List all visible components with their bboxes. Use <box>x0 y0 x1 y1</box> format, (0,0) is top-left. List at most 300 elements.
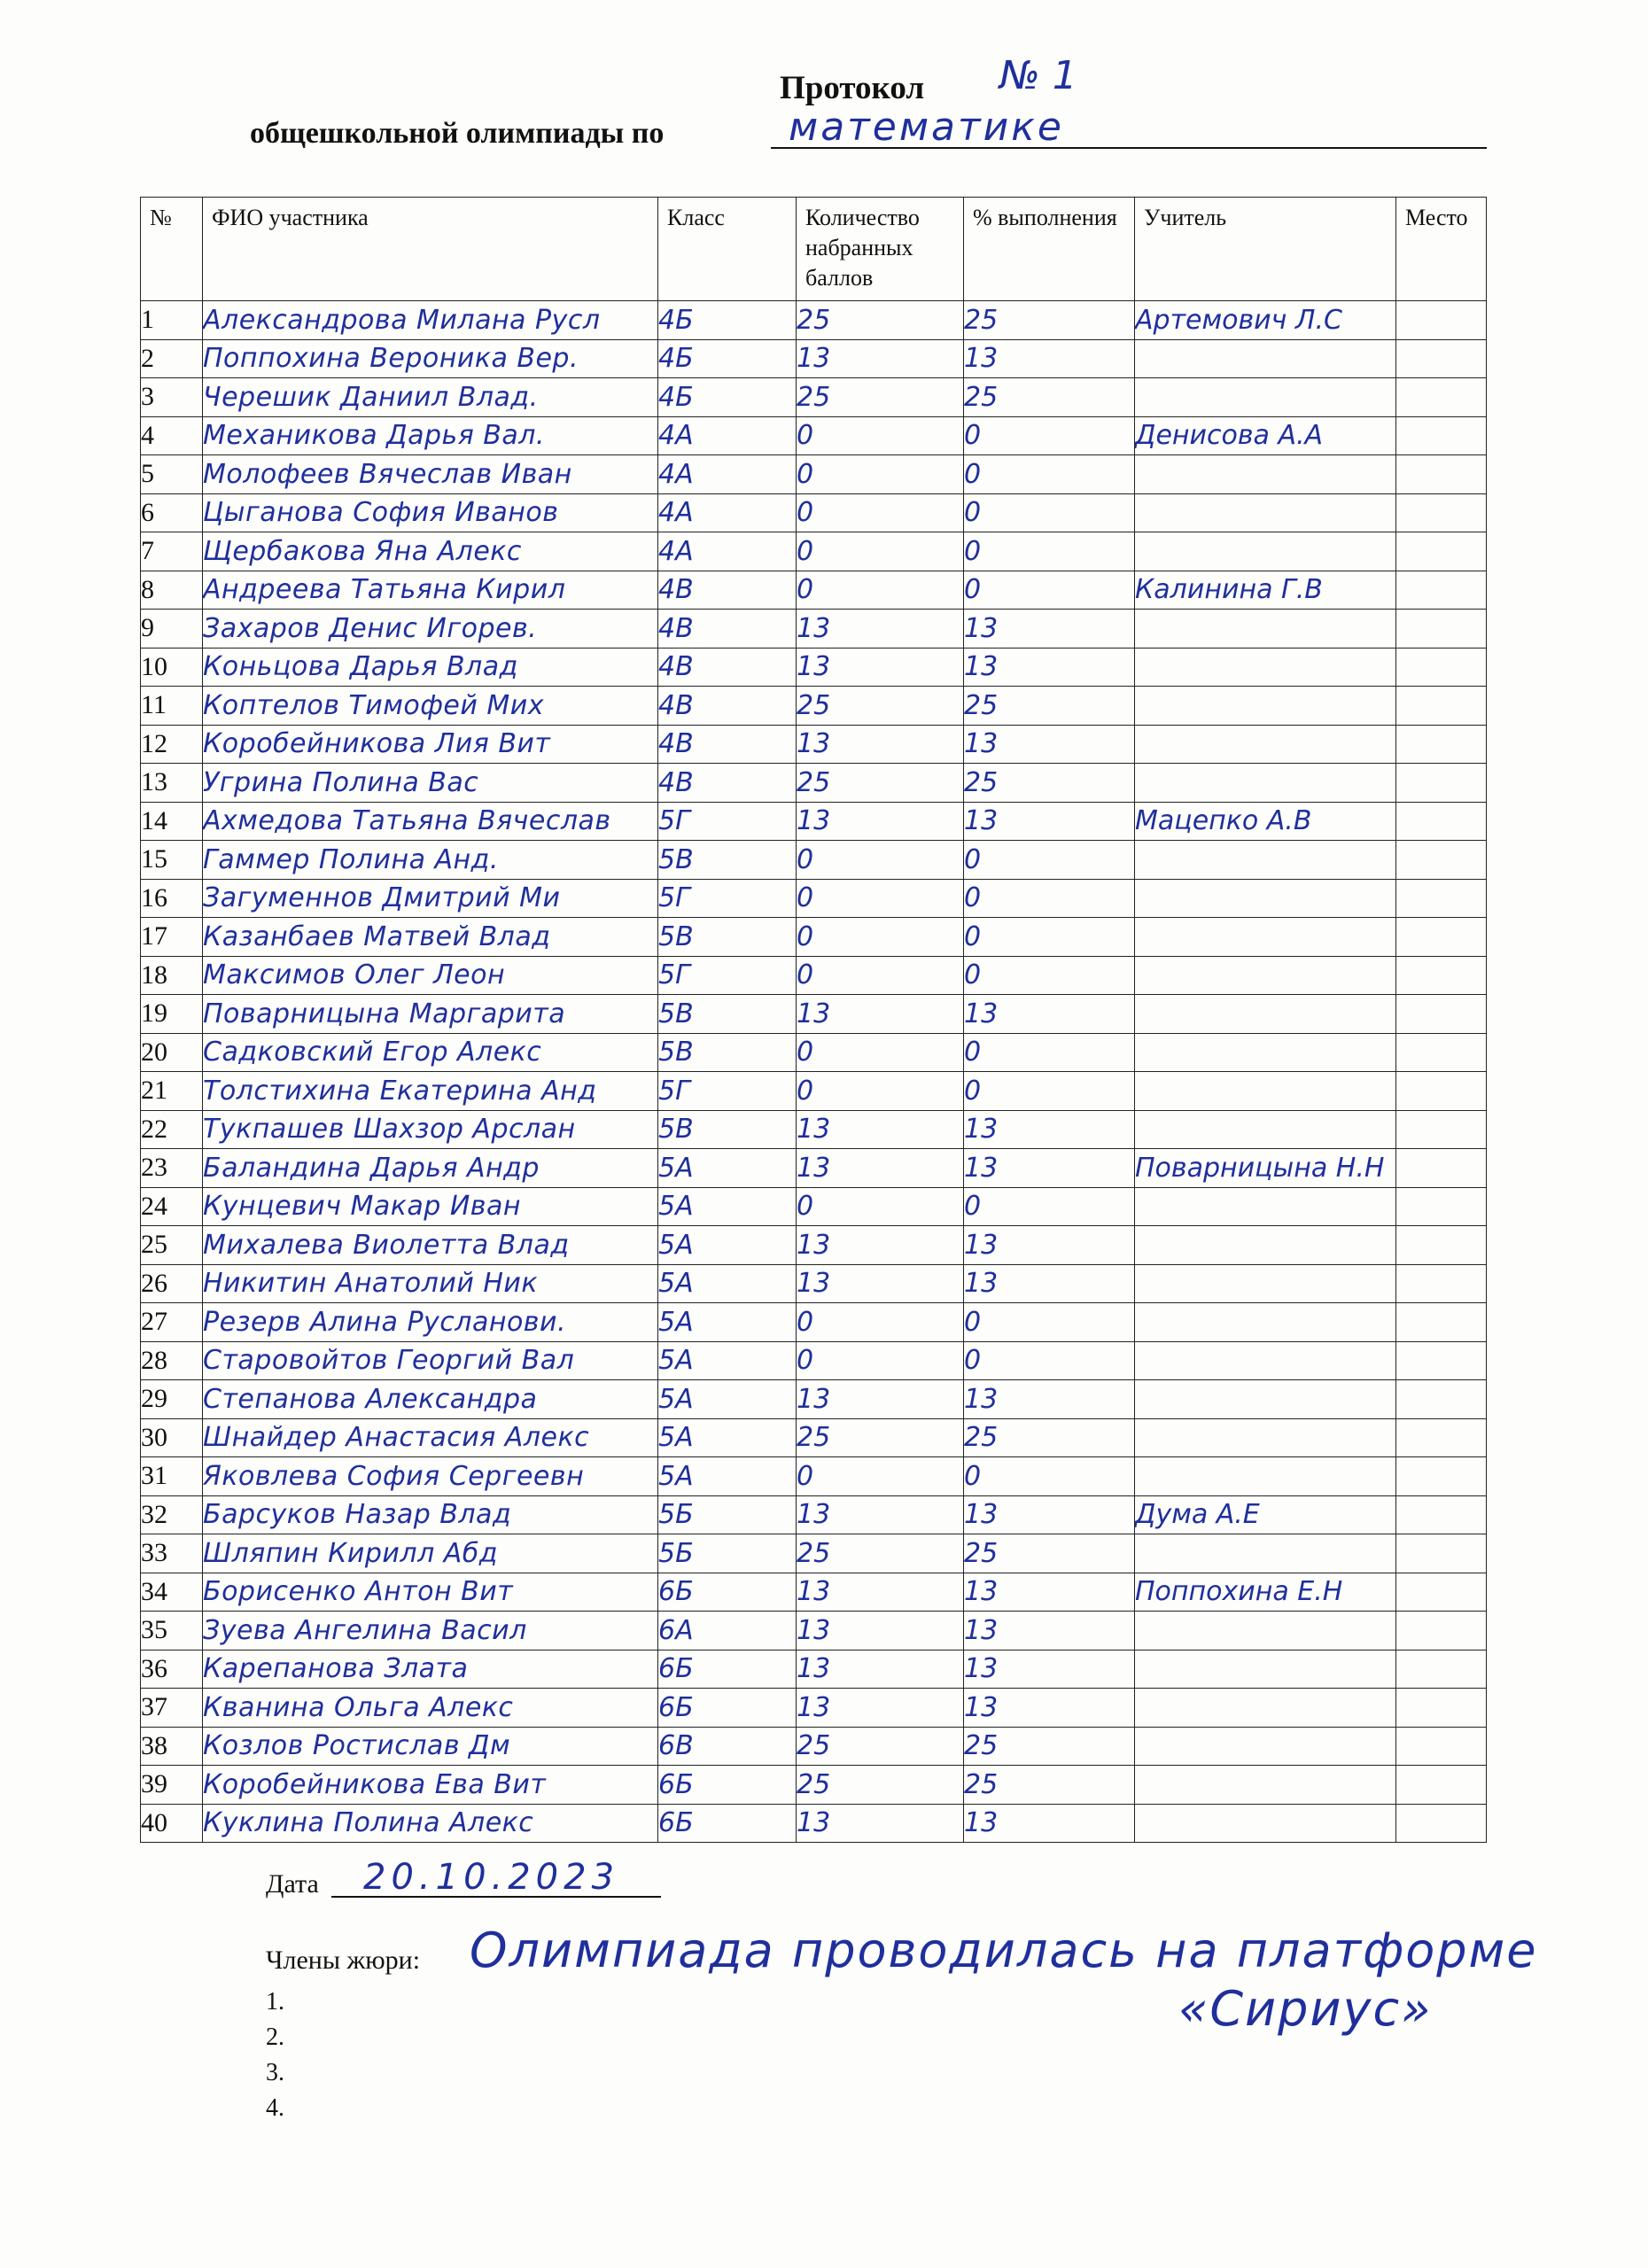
table-row <box>141 879 1487 918</box>
participant-class: 4В <box>658 687 797 726</box>
participant-place <box>1396 301 1487 340</box>
participant-name: Кунцевич Макар Иван <box>203 1187 658 1226</box>
table-row <box>141 610 1487 649</box>
participant-class: 5А <box>658 1380 797 1419</box>
participant-teacher <box>1135 532 1396 571</box>
participant-class: 4В <box>658 725 797 764</box>
participant-score: 0 <box>797 1072 964 1111</box>
participant-teacher <box>1135 764 1396 803</box>
row-number: 13 <box>141 764 203 803</box>
participant-percent: 13 <box>964 802 1135 841</box>
participant-class: 4Б <box>658 378 797 417</box>
row-number: 17 <box>141 918 203 957</box>
table-row <box>141 1689 1487 1728</box>
participant-name: Михалева Виолетта Влад <box>203 1226 658 1265</box>
participant-place <box>1396 571 1487 610</box>
participant-teacher <box>1135 1072 1396 1111</box>
participant-percent: 13 <box>964 1110 1135 1149</box>
jury-item: 4. <box>266 2094 284 2122</box>
participant-place <box>1396 1457 1487 1496</box>
participant-name: Механикова Дарья Вал. <box>203 416 658 455</box>
participant-score: 13 <box>797 725 964 764</box>
participant-score: 0 <box>797 532 964 571</box>
participant-name: Карепанова Злата <box>203 1650 658 1689</box>
table-row <box>141 455 1487 494</box>
participant-class: 5А <box>658 1149 797 1188</box>
participant-place <box>1396 532 1487 571</box>
table-row <box>141 725 1487 764</box>
participant-percent: 25 <box>964 1418 1135 1457</box>
participant-place <box>1396 1072 1487 1111</box>
row-number: 30 <box>141 1418 203 1457</box>
participant-place <box>1396 1149 1487 1188</box>
row-number: 1 <box>141 301 203 340</box>
participant-class: 5А <box>658 1341 797 1380</box>
table-row <box>141 571 1487 610</box>
participant-place <box>1396 1650 1487 1689</box>
participant-class: 5Б <box>658 1534 797 1573</box>
participant-score: 0 <box>797 1303 964 1342</box>
participant-score: 13 <box>797 1110 964 1149</box>
participant-percent: 0 <box>964 1033 1135 1072</box>
participant-name: Куклина Полина Алекс <box>203 1804 658 1843</box>
participant-name: Старовойтов Георгий Вал <box>203 1341 658 1380</box>
participant-place <box>1396 1187 1487 1226</box>
participant-class: 4Б <box>658 301 797 340</box>
participant-percent: 13 <box>964 1495 1135 1534</box>
row-number: 34 <box>141 1573 203 1612</box>
participant-name: Яковлева София Сергеевн <box>203 1457 658 1496</box>
participant-teacher: Дума А.Е <box>1135 1495 1396 1534</box>
participant-name: Андреева Татьяна Кирил <box>203 571 658 610</box>
participant-teacher <box>1135 610 1396 649</box>
participant-name: Загуменнов Дмитрий Ми <box>203 879 658 918</box>
participant-name: Баландина Дарья Андр <box>203 1149 658 1188</box>
table-row <box>141 1264 1487 1303</box>
participant-score: 25 <box>797 1418 964 1457</box>
participant-class: 5А <box>658 1226 797 1265</box>
participant-class: 4В <box>658 764 797 803</box>
participant-class: 6Б <box>658 1650 797 1689</box>
participant-name: Козлов Ростислав Дм <box>203 1727 658 1766</box>
participant-teacher: Мацепко А.В <box>1135 802 1396 841</box>
participant-class: 5В <box>658 918 797 957</box>
participant-class: 4В <box>658 610 797 649</box>
participant-teacher <box>1135 1804 1396 1843</box>
participant-teacher <box>1135 1110 1396 1149</box>
participant-place <box>1396 956 1487 995</box>
col-header-teacher: Учитель <box>1135 198 1396 301</box>
jury-item: 3. <box>266 2059 284 2086</box>
row-number: 20 <box>141 1033 203 1072</box>
table-row <box>141 301 1487 340</box>
participant-name: Цыганова София Иванов <box>203 493 658 532</box>
table-row <box>141 1187 1487 1226</box>
participant-place <box>1396 1033 1487 1072</box>
participant-teacher <box>1135 1264 1396 1303</box>
participant-place <box>1396 648 1487 687</box>
participant-name: Степанова Александра <box>203 1380 658 1419</box>
participant-score: 13 <box>797 1149 964 1188</box>
col-header-percent: % выполнения <box>964 198 1135 301</box>
date-label: Дата <box>266 1869 319 1899</box>
participant-percent: 0 <box>964 918 1135 957</box>
participant-class: 4А <box>658 532 797 571</box>
participant-place <box>1396 1534 1487 1573</box>
participant-score: 13 <box>797 1650 964 1689</box>
participant-percent: 13 <box>964 1264 1135 1303</box>
participant-place <box>1396 455 1487 494</box>
table-row <box>141 956 1487 995</box>
participant-teacher <box>1135 648 1396 687</box>
table-row <box>141 918 1487 957</box>
participant-name: Борисенко Антон Вит <box>203 1573 658 1612</box>
participant-class: 6Б <box>658 1766 797 1805</box>
table-row <box>141 1495 1487 1534</box>
participant-place <box>1396 918 1487 957</box>
participant-percent: 13 <box>964 1689 1135 1728</box>
participant-score: 13 <box>797 1264 964 1303</box>
row-number: 8 <box>141 571 203 610</box>
table-row <box>141 1650 1487 1689</box>
col-header-name: ФИО участника <box>203 198 658 301</box>
participant-score: 13 <box>797 610 964 649</box>
participant-score: 25 <box>797 1727 964 1766</box>
col-header-num: № <box>141 198 203 301</box>
participant-score: 0 <box>797 455 964 494</box>
participant-teacher <box>1135 1727 1396 1766</box>
table-row <box>141 1727 1487 1766</box>
row-number: 19 <box>141 995 203 1034</box>
participant-name: Ахмедова Татьяна Вячеслав <box>203 802 658 841</box>
participant-score: 13 <box>797 1380 964 1419</box>
participant-place <box>1396 995 1487 1034</box>
participant-percent: 13 <box>964 1380 1135 1419</box>
participant-teacher <box>1135 1187 1396 1226</box>
row-number: 25 <box>141 1226 203 1265</box>
participant-percent: 13 <box>964 610 1135 649</box>
table-row <box>141 1226 1487 1265</box>
subject-value: математике <box>789 105 1064 150</box>
participant-name: Черешик Даниил Влад. <box>203 378 658 417</box>
participant-name: Казанбаев Матвей Влад <box>203 918 658 957</box>
participant-score: 25 <box>797 1534 964 1573</box>
table-row <box>141 841 1487 880</box>
participant-percent: 0 <box>964 532 1135 571</box>
participant-name: Поппохина Вероника Вер. <box>203 339 658 378</box>
row-number: 2 <box>141 339 203 378</box>
participant-class: 5В <box>658 1033 797 1072</box>
participant-name: Барсуков Назар Влад <box>203 1495 658 1534</box>
row-number: 29 <box>141 1380 203 1419</box>
participant-teacher <box>1135 879 1396 918</box>
participant-name: Коробейникова Ева Вит <box>203 1766 658 1805</box>
participant-class: 6Б <box>658 1689 797 1728</box>
row-number: 27 <box>141 1303 203 1342</box>
participant-class: 4А <box>658 416 797 455</box>
participant-score: 0 <box>797 571 964 610</box>
participant-score: 25 <box>797 301 964 340</box>
participant-teacher <box>1135 1303 1396 1342</box>
participant-score: 0 <box>797 1457 964 1496</box>
participant-teacher <box>1135 918 1396 957</box>
participant-score: 0 <box>797 493 964 532</box>
table-row <box>141 1380 1487 1419</box>
participant-percent: 13 <box>964 1573 1135 1612</box>
participant-teacher <box>1135 1226 1396 1265</box>
participant-score: 0 <box>797 416 964 455</box>
participant-teacher: Поппохина Е.Н <box>1135 1573 1396 1612</box>
participant-teacher <box>1135 841 1396 880</box>
participant-place <box>1396 1804 1487 1843</box>
participant-class: 5Г <box>658 1072 797 1111</box>
row-number: 24 <box>141 1187 203 1226</box>
participant-score: 13 <box>797 1612 964 1651</box>
participant-teacher <box>1135 493 1396 532</box>
participant-score: 13 <box>797 1573 964 1612</box>
participant-percent: 0 <box>964 493 1135 532</box>
participant-percent: 0 <box>964 1072 1135 1111</box>
participant-percent: 13 <box>964 339 1135 378</box>
participant-percent: 0 <box>964 1303 1135 1342</box>
table-row <box>141 1341 1487 1380</box>
jury-list <box>266 1984 284 2126</box>
participant-name: Поварницына Маргарита <box>203 995 658 1034</box>
participant-percent: 0 <box>964 841 1135 880</box>
participant-name: Максимов Олег Леон <box>203 956 658 995</box>
participant-class: 5Г <box>658 802 797 841</box>
row-number: 28 <box>141 1341 203 1380</box>
row-number: 3 <box>141 378 203 417</box>
participant-score: 0 <box>797 956 964 995</box>
participant-place <box>1396 1727 1487 1766</box>
participant-place <box>1396 339 1487 378</box>
participant-teacher <box>1135 378 1396 417</box>
participant-percent: 0 <box>964 571 1135 610</box>
participant-class: 6Б <box>658 1573 797 1612</box>
row-number: 40 <box>141 1804 203 1843</box>
participant-name: Коробейникова Лия Вит <box>203 725 658 764</box>
participant-name: Шляпин Кирилл Абд <box>203 1534 658 1573</box>
participant-place <box>1396 687 1487 726</box>
participant-teacher <box>1135 956 1396 995</box>
participant-place <box>1396 1303 1487 1342</box>
participant-score: 25 <box>797 378 964 417</box>
participant-teacher <box>1135 687 1396 726</box>
protocol-title: Протокол <box>780 70 925 106</box>
table-row <box>141 687 1487 726</box>
participant-percent: 0 <box>964 416 1135 455</box>
participant-name: Щербакова Яна Алекс <box>203 532 658 571</box>
row-number: 15 <box>141 841 203 880</box>
participant-class: 5Г <box>658 956 797 995</box>
row-number: 22 <box>141 1110 203 1149</box>
row-number: 4 <box>141 416 203 455</box>
participant-place <box>1396 378 1487 417</box>
participant-score: 13 <box>797 802 964 841</box>
participant-class: 4Б <box>658 339 797 378</box>
participant-name: Кванина Ольга Алекс <box>203 1689 658 1728</box>
participant-score: 25 <box>797 764 964 803</box>
participant-score: 25 <box>797 1766 964 1805</box>
participant-score: 13 <box>797 1804 964 1843</box>
participant-name: Гаммер Полина Анд. <box>203 841 658 880</box>
participant-name: Молофеев Вячеслав Иван <box>203 455 658 494</box>
row-number: 36 <box>141 1650 203 1689</box>
participant-teacher: Калинина Г.В <box>1135 571 1396 610</box>
participant-score: 13 <box>797 1226 964 1265</box>
table-row <box>141 1804 1487 1843</box>
participant-name: Зуева Ангелина Васил <box>203 1612 658 1651</box>
row-number: 16 <box>141 879 203 918</box>
participant-class: 5Б <box>658 1495 797 1534</box>
participant-teacher <box>1135 1033 1396 1072</box>
participant-score: 13 <box>797 1689 964 1728</box>
participant-percent: 0 <box>964 1187 1135 1226</box>
table-row <box>141 1766 1487 1805</box>
participant-percent: 25 <box>964 687 1135 726</box>
participant-teacher: Поварницына Н.Н <box>1135 1149 1396 1188</box>
participant-score: 0 <box>797 918 964 957</box>
col-header-class: Класс <box>658 198 797 301</box>
participant-percent: 13 <box>964 1226 1135 1265</box>
participant-class: 5В <box>658 1110 797 1149</box>
row-number: 10 <box>141 648 203 687</box>
participant-class: 4А <box>658 455 797 494</box>
participant-class: 6Б <box>658 1804 797 1843</box>
participant-class: 4В <box>658 648 797 687</box>
row-number: 38 <box>141 1727 203 1766</box>
jury-note-line1: Олимпиада проводилась на платформе <box>470 1922 1538 1978</box>
participant-place <box>1396 1226 1487 1265</box>
table-row <box>141 1072 1487 1111</box>
table-row <box>141 995 1487 1034</box>
participant-score: 13 <box>797 648 964 687</box>
table-row <box>141 648 1487 687</box>
table-row <box>141 493 1487 532</box>
protocol-number: № 1 <box>999 53 1077 98</box>
participant-class: 5А <box>658 1457 797 1496</box>
participant-class: 6А <box>658 1612 797 1651</box>
table-body <box>141 301 1487 1843</box>
participant-name: Никитин Анатолий Ник <box>203 1264 658 1303</box>
table-header-row <box>141 198 1487 301</box>
participant-teacher <box>1135 1689 1396 1728</box>
participant-place <box>1396 1110 1487 1149</box>
participant-teacher <box>1135 339 1396 378</box>
table-row <box>141 1033 1487 1072</box>
jury-item: 2. <box>266 2023 284 2051</box>
table-row <box>141 764 1487 803</box>
table-row <box>141 1110 1487 1149</box>
table-row <box>141 1612 1487 1651</box>
participant-percent: 25 <box>964 1534 1135 1573</box>
row-number: 11 <box>141 687 203 726</box>
table-row <box>141 1573 1487 1612</box>
participant-score: 0 <box>797 879 964 918</box>
row-number: 12 <box>141 725 203 764</box>
date-value: 20.10.2023 <box>363 1857 620 1898</box>
participant-teacher <box>1135 725 1396 764</box>
row-number: 7 <box>141 532 203 571</box>
row-number: 18 <box>141 956 203 995</box>
participant-teacher <box>1135 995 1396 1034</box>
participant-score: 0 <box>797 841 964 880</box>
participant-place <box>1396 1766 1487 1805</box>
participant-name: Тукпашев Шахзор Арслан <box>203 1110 658 1149</box>
participant-percent: 25 <box>964 378 1135 417</box>
participant-percent: 0 <box>964 879 1135 918</box>
participant-percent: 13 <box>964 1149 1135 1188</box>
jury-label: Члены жюри: <box>266 1946 421 1975</box>
participant-place <box>1396 725 1487 764</box>
participant-percent: 13 <box>964 1612 1135 1651</box>
participant-teacher: Денисова А.А <box>1135 416 1396 455</box>
participant-place <box>1396 1612 1487 1651</box>
participant-name: Резерв Алина Русланови. <box>203 1303 658 1342</box>
participant-place <box>1396 1380 1487 1419</box>
participant-class: 5В <box>658 995 797 1034</box>
participant-class: 5А <box>658 1187 797 1226</box>
participant-name: Шнайдер Анастасия Алекс <box>203 1418 658 1457</box>
participant-teacher <box>1135 1612 1396 1651</box>
participant-name: Захаров Денис Игорев. <box>203 610 658 649</box>
table-row <box>141 416 1487 455</box>
row-number: 31 <box>141 1457 203 1496</box>
participant-percent: 0 <box>964 1341 1135 1380</box>
participant-class: 5А <box>658 1264 797 1303</box>
participant-place <box>1396 764 1487 803</box>
participant-percent: 13 <box>964 995 1135 1034</box>
participant-score: 13 <box>797 1495 964 1534</box>
participant-name: Александрова Милана Русл <box>203 301 658 340</box>
participant-place <box>1396 1341 1487 1380</box>
row-number: 5 <box>141 455 203 494</box>
table-row <box>141 532 1487 571</box>
table-row <box>141 1149 1487 1188</box>
participant-name: Коньцова Дарья Влад <box>203 648 658 687</box>
participant-score: 0 <box>797 1341 964 1380</box>
participant-place <box>1396 1264 1487 1303</box>
participant-percent: 0 <box>964 455 1135 494</box>
table-row <box>141 1534 1487 1573</box>
participant-place <box>1396 802 1487 841</box>
table-row <box>141 339 1487 378</box>
jury-note-line2: «Сириус» <box>1178 1981 1433 2037</box>
row-number: 26 <box>141 1264 203 1303</box>
participant-score: 13 <box>797 339 964 378</box>
participant-teacher <box>1135 1418 1396 1457</box>
participant-percent: 13 <box>964 1804 1135 1843</box>
participant-teacher <box>1135 1380 1396 1419</box>
row-number: 39 <box>141 1766 203 1805</box>
participant-place <box>1396 841 1487 880</box>
participant-percent: 13 <box>964 648 1135 687</box>
participant-name: Угрина Полина Вас <box>203 764 658 803</box>
participants-table <box>140 197 1487 1843</box>
participant-teacher <box>1135 1457 1396 1496</box>
participant-teacher <box>1135 1650 1396 1689</box>
row-number: 23 <box>141 1149 203 1188</box>
participant-name: Садковский Егор Алекс <box>203 1033 658 1072</box>
col-header-place: Место <box>1396 198 1487 301</box>
table-row <box>141 1303 1487 1342</box>
jury-item: 1. <box>266 1988 284 2016</box>
col-header-score: Количество набранных баллов <box>797 198 964 301</box>
participant-percent: 25 <box>964 764 1135 803</box>
participant-class: 4А <box>658 493 797 532</box>
participant-class: 6В <box>658 1727 797 1766</box>
